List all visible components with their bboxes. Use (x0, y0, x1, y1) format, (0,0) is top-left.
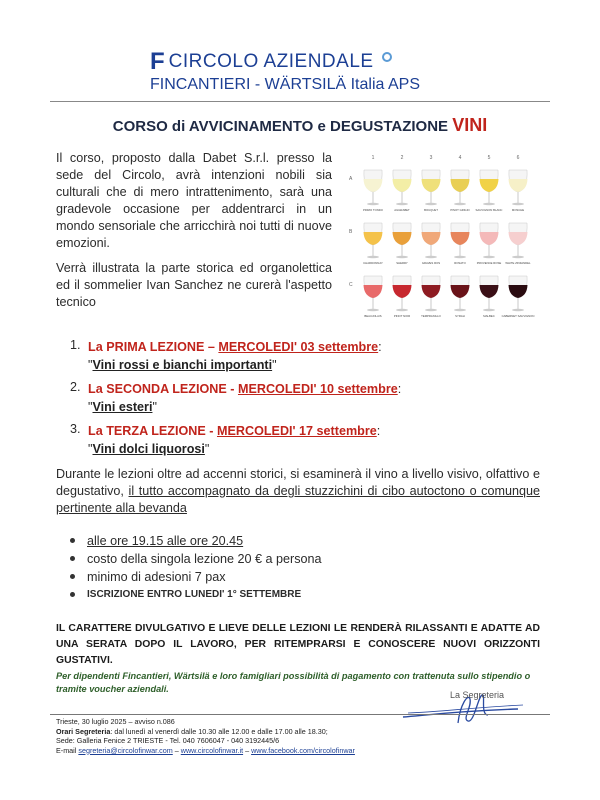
wine-glass-fill (480, 179, 499, 192)
footer-hours-text: : dal lunedì al venerdì dalle 10.30 alle 12.00 e dalle 17.00 alle 18.30; (110, 726, 328, 736)
wine-glass-label: AGGRABET (394, 208, 410, 212)
header-divider (50, 101, 550, 102)
wine-glass-base (483, 203, 495, 206)
footer-separator: – (243, 745, 252, 755)
wine-glass-fill (422, 232, 441, 245)
chart-row-label: B (349, 229, 353, 235)
wine-glass-label: PRIMO TONDO (363, 208, 383, 212)
signature-label: La Segreteria (450, 690, 505, 700)
chart-column-label: 3 (429, 155, 433, 161)
detail-cost: costo della singola lezione 20 € a persona (87, 551, 322, 566)
wine-glass-label: ROSATO (454, 261, 466, 265)
wine-glass-base (512, 256, 524, 259)
chart-column-label: 2 (400, 155, 404, 161)
wine-glass-base (454, 309, 466, 312)
website-link[interactable]: www.circolofinwar.it (180, 745, 244, 755)
detail-item (70, 551, 470, 566)
wine-glass-base (512, 203, 524, 206)
wine-glass-base (367, 256, 379, 259)
course-title-prefix: CORSO di AVVICINAMENTO e DEGUSTAZIONE (112, 118, 453, 135)
wine-glass-fill (393, 179, 412, 192)
bullet-icon (70, 574, 75, 579)
lesson-topic: Vini dolci liquorosi (92, 442, 205, 456)
lesson-topic: Vini rossi e bianchi importanti (92, 358, 273, 372)
org-name: CIRCOLO AZIENDALE (168, 51, 374, 72)
wine-glass-label: MALBEC (483, 314, 495, 318)
bullet-icon (70, 556, 75, 561)
footer-date: Trieste, 30 luglio 2025 – avviso n.086 (56, 717, 175, 726)
footer-divider (50, 714, 550, 715)
wine-glass-base (454, 203, 466, 206)
wine-glass-fill (509, 232, 528, 245)
wine-glass-base (367, 203, 379, 206)
intro-paragraph-2: Verrà illustrata la parte storica ed organolettica ed il sommelier Ivan Sanchez ne curerà l'aspetto tecnico (56, 261, 332, 309)
email-link[interactable]: segreteria@circolofinwar.com (78, 745, 173, 755)
chart-row-label: A (349, 176, 353, 182)
wine-glass-base (425, 309, 437, 312)
chart-row-label: C (349, 282, 353, 288)
wine-glass-fill (364, 179, 383, 192)
lesson-item: 2. La SECONDA LEZIONE - MERCOLEDI' 10 settembre: "Vini esteri" (70, 380, 402, 414)
wine-glass-base (425, 203, 437, 206)
detail-time: alle ore 19.15 alle ore 20.45 (87, 533, 244, 548)
org-subtitle: FINCANTIERI - WÄRTSILÄ Italia APS (150, 76, 420, 93)
wine-glass-base (483, 309, 495, 312)
wine-glass-label: CHARDONNAY (363, 261, 383, 265)
lesson-item: 1. La PRIMA LEZIONE – MERCOLEDI' 03 settembre: "Vini rossi e bianchi importanti" (70, 338, 382, 372)
wine-glass-label: GRAVES ROS (421, 261, 441, 265)
lesson-number: 3. (70, 422, 81, 436)
wine-glass-label: WHITE ZINFANDEL (505, 261, 531, 265)
lesson-date: MERCOLEDI' 10 settembre (237, 382, 398, 396)
wine-glass-base (483, 256, 495, 259)
payment-note: Per dipendenti Fincantieri, Wärtsilä e loro famigliari possibilità di pagamento con trattenuta sullo stipendio o tramite voucher aziendali. (56, 671, 531, 694)
wine-glass-fill (364, 232, 383, 245)
detail-item (70, 587, 470, 602)
lesson-date: MERCOLEDI' 03 settembre (218, 340, 379, 354)
wine-glass-base (396, 256, 408, 259)
wine-glass-base (425, 256, 437, 259)
wine-glass-fill (480, 285, 499, 298)
wine-glass-label: TEMPRANILLO (421, 314, 441, 318)
footer-hours (56, 727, 556, 737)
wine-glass-fill (509, 285, 528, 298)
chart-column-label: 1 (371, 155, 375, 161)
notice-text: IL CARATTERE DIVULGATIVO E LIEVE DELLE LEZIONI LE RENDERÀ RILASSANTI E ADATTE AD UNA SERATA DOPO IL LAVORO, PER RITEMPRARSI E CONOSCERE NUOVI ORIZZONTI GUSTATIVI. (56, 623, 540, 666)
wine-glass-fill (451, 232, 470, 245)
wine-glass-label: BOUQUET (424, 208, 438, 212)
lesson-number: 1. (70, 338, 81, 352)
chart-column-label: 5 (487, 155, 491, 161)
detail-minimum: minimo di adesioni 7 pax (87, 569, 226, 584)
logo-letter: F (150, 48, 165, 75)
footer (56, 717, 556, 755)
wine-glass-label: SAUVIGNON BLANC (475, 208, 503, 212)
logo-row (150, 50, 550, 74)
lesson-date: MERCOLEDI' 17 settembre (216, 424, 377, 438)
lesson-topic: Vini esteri (92, 400, 153, 414)
wine-glass-label: PINOT NOIR (393, 314, 411, 318)
wine-glass-label: PINOT GRIGIO (450, 208, 470, 212)
details-list (70, 533, 470, 605)
intro-paragraph: Il corso, proposto dalla Dabet S.r.l. presso la sede del Circolo, avrà intenzioni nobili sia culturali che di mero intrattenimento, sarà una gradevole occasione per addentrarci in un mondo sensoriale che arricchirà noi tutti di nuove emozioni. (56, 151, 332, 250)
wine-glass-base (396, 309, 408, 312)
wine-glass-label: PROVENCE ROSE (476, 261, 502, 265)
wine-glass-fill (451, 285, 470, 298)
wine-glass-label: SYRAH (455, 314, 465, 318)
footer-address: Sede: Galleria Fenice 2 TRIESTE - Tel. 040 7606047 - 040 3192445/6 (56, 736, 280, 745)
wine-glass-fill (509, 179, 528, 192)
wine-glass-fill (422, 179, 441, 192)
logo-mark-icon (382, 52, 392, 62)
footer-hours-label: Orari Segreteria (56, 726, 111, 736)
course-title-highlight: VINI (452, 115, 488, 135)
wine-glass-fill (364, 285, 383, 298)
wine-glass-base (396, 203, 408, 206)
wine-glass-base (512, 309, 524, 312)
footer-email-label: E-mail (56, 745, 79, 755)
wine-glass-base (454, 256, 466, 259)
wine-color-chart (345, 152, 535, 330)
wine-glass-label: SHERRY (396, 261, 408, 265)
detail-item (70, 533, 470, 548)
letterhead (150, 50, 550, 94)
wine-glass-fill (422, 285, 441, 298)
detail-deadline: ISCRIZIONE ENTRO LUNEDI' 1° SETTEMBRE (87, 589, 302, 600)
course-title (0, 115, 600, 136)
footer-separator: – (172, 745, 181, 755)
lesson-number: 2. (70, 380, 81, 394)
lesson-when: La TERZA LEZIONE - (88, 424, 217, 438)
lesson-when: La SECONDA LEZIONE - (88, 382, 238, 396)
lesson-item: 3. La TERZA LEZIONE - MERCOLEDI' 17 settembre: "Vini dolci liquorosi" (70, 422, 381, 456)
chart-column-label: 6 (516, 155, 520, 161)
wine-glass-label: CABERNET SAUVIGNON (501, 314, 535, 318)
bullet-icon (70, 592, 75, 597)
description-highlight: il tutto accompagnato da degli stuzzichini di cibo autoctono o comunque pertinente alla bevanda (56, 484, 540, 515)
chart-column-label: 4 (458, 155, 462, 161)
wine-glass-fill (393, 285, 412, 298)
wine-glass-label: MOSCHE (511, 208, 525, 212)
lesson-when: La PRIMA LEZIONE – (88, 340, 219, 354)
bullet-icon (70, 538, 75, 543)
detail-item (70, 569, 470, 584)
facebook-link[interactable]: www.facebook.com/circolofinwar (251, 745, 355, 755)
wine-glass-label: BEAUJOLAIS (364, 314, 382, 318)
course-description (56, 466, 540, 517)
lessons-list (70, 338, 540, 464)
footer-contacts (56, 746, 556, 756)
wine-glass-fill (451, 179, 470, 192)
wine-glass-fill (480, 232, 499, 245)
wine-glass-base (367, 309, 379, 312)
description-text: Durante le lezioni oltre ad accenni storici, si esaminerà il vino a livello visivo, olfattivo e degustativo, (56, 467, 540, 498)
wine-glass-fill (393, 232, 412, 245)
